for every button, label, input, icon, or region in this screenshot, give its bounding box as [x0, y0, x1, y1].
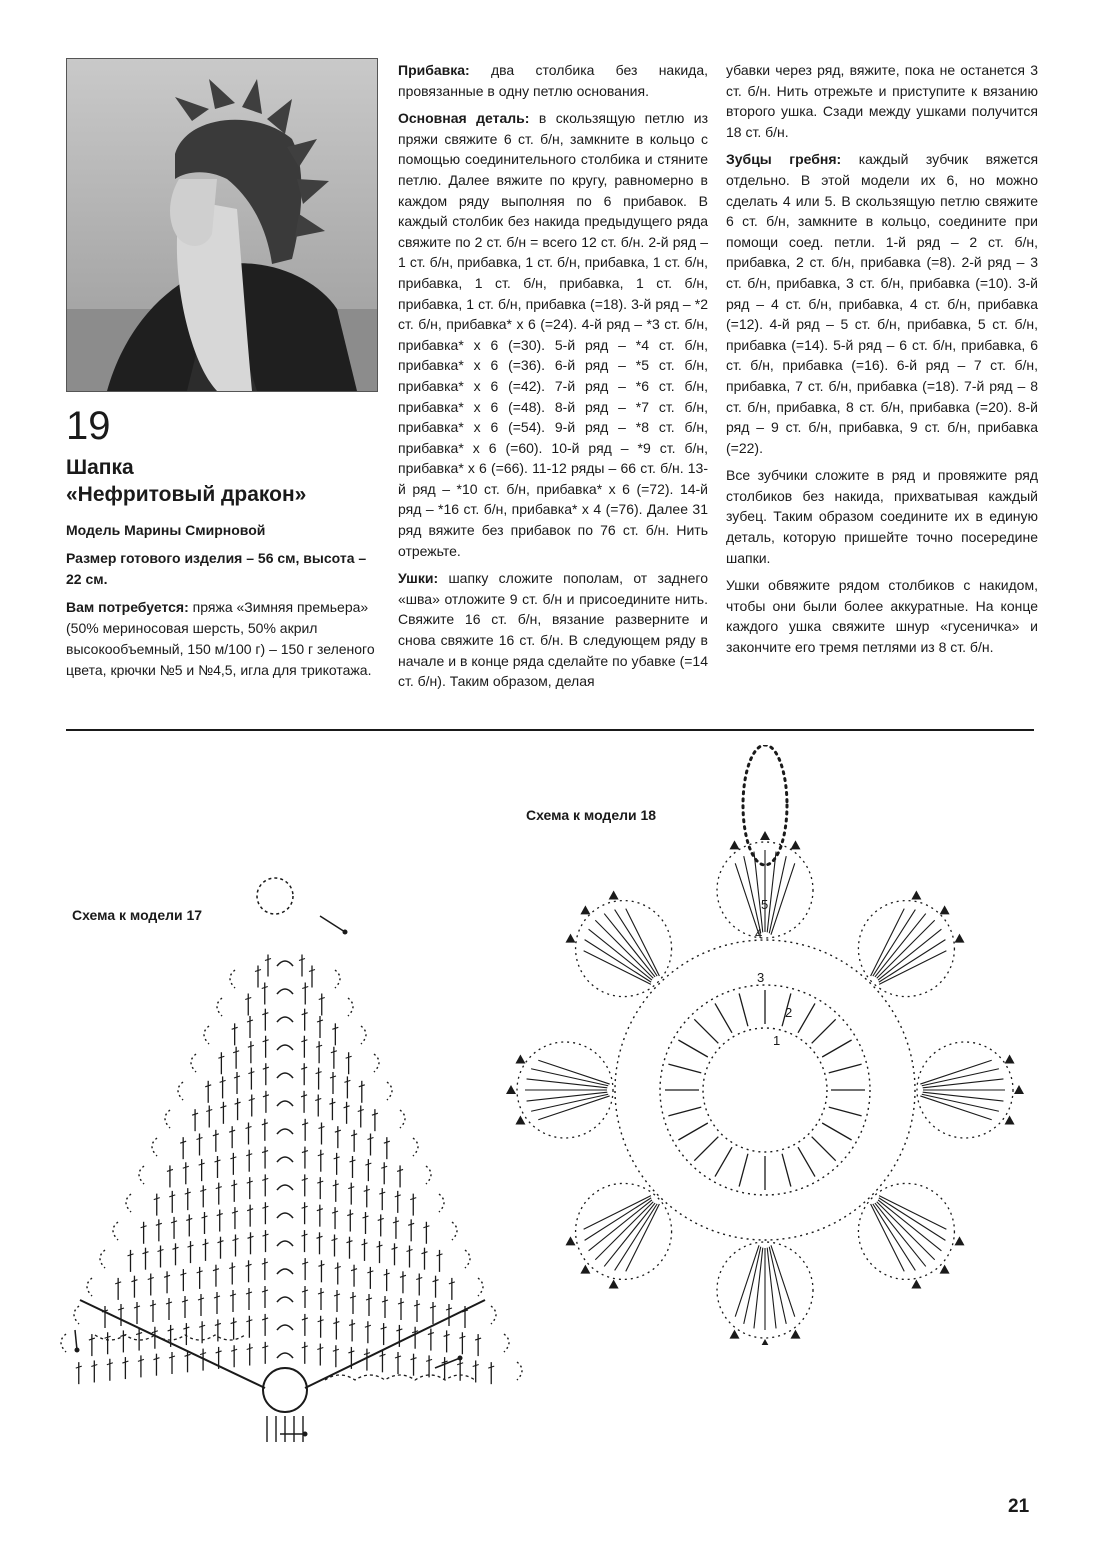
chain-arc [204, 1026, 209, 1044]
picot-symbol [580, 1265, 590, 1274]
stitch-symbol [812, 1137, 836, 1161]
instructions-column-2 [726, 60, 1038, 665]
stitch-symbol [678, 1040, 707, 1057]
chain-arc [465, 1250, 470, 1268]
stitch-symbol [715, 1147, 732, 1176]
center-arc [277, 1241, 293, 1246]
stitch-symbol [875, 914, 926, 977]
picot-symbol [940, 1265, 950, 1274]
chain-arc [439, 1194, 444, 1212]
row-number: 5 [761, 897, 769, 912]
stitch-symbol [771, 1245, 795, 1316]
stitch-symbol [694, 1019, 718, 1043]
teeth-label: Зубцы гребня: [726, 151, 842, 168]
row-number: 3 [757, 970, 765, 985]
center-arc [277, 1045, 293, 1050]
ears-label: Ушки: [398, 570, 439, 587]
chain-arc [165, 1110, 170, 1128]
picot-symbol [609, 1279, 619, 1288]
stitch-symbol [585, 1198, 652, 1241]
picot-symbol [1005, 1115, 1015, 1124]
arrow-head [343, 930, 348, 935]
stitch-symbol [595, 920, 653, 978]
increase-paragraph [398, 60, 708, 101]
stitch-symbol [715, 1003, 732, 1032]
picot-symbol [730, 840, 740, 849]
increase-text: два столбика без накида, провязанные в одну петлю основания. [398, 62, 709, 99]
chain-arc [191, 1054, 196, 1072]
hanging-loop [743, 745, 787, 865]
stitch-symbol [829, 1064, 862, 1073]
center-arc [277, 1185, 293, 1190]
picot-symbol [566, 1236, 576, 1245]
chain-arc [348, 998, 353, 1016]
picot-symbol [506, 1085, 516, 1094]
center-arc [277, 1297, 293, 1302]
stitch-symbol [678, 1123, 707, 1140]
picot-symbol [790, 840, 800, 849]
center-arc [277, 1325, 293, 1330]
chain-arc [413, 1138, 418, 1156]
chain-arc [113, 1222, 118, 1240]
row-number: 4 [755, 926, 763, 941]
chain-arc [74, 1306, 79, 1324]
stitch-symbol [879, 940, 946, 983]
picot-symbol [1014, 1085, 1024, 1094]
picot-symbol [911, 891, 921, 900]
arrow-head [75, 1348, 80, 1353]
stitch-symbol [920, 1096, 991, 1120]
main-part-paragraph [398, 108, 708, 561]
center-arc [277, 1017, 293, 1022]
picot-symbol [1005, 1055, 1015, 1064]
chain-arc [452, 1222, 457, 1240]
chart-edge [305, 1300, 485, 1388]
chain-arc [126, 1194, 131, 1212]
picot-symbol [730, 1330, 740, 1339]
ears-text-continued: убавки через ряд, вяжите, пока не останется 3 ст. б/н. Нить отрежьте и приступите к вязанию второго ушка. Сзади между ушками получится 18 ст. б/н. [726, 62, 1038, 140]
chain-arc [152, 1138, 157, 1156]
picot-symbol [911, 1279, 921, 1288]
magic-ring [263, 1368, 307, 1412]
stitch-symbol [812, 1019, 836, 1043]
main-part-text: в скользящую петлю из пряжи свяжите 6 ст. б/н, замкните в кольцо с помощью соединительного столбика и стяните петлю. Далее вяжите по кругу, равномерно в каждом ряду выполняя по 6 прибавок. В каждый столбик без накида предыдущего ряда свяжите по 2 ст. б/н = всего 12 ст. б/н. 2-й ряд – 1 ст. б/н, прибавка, 1 ст. б/н, прибавка, 1 ст. б/н, прибавка, 1 ст. б/н, прибавка, 1 ст. б/н, прибавка, 1 ст. б/н, прибавка (=18). 3-й ряд – *2 ст. б/н, прибавка* x 6 (=24). 4-й ряд – *3 ст. б/н, прибавка* x 6 (=30). 5-й ряд – *4 ст. б/н, прибавка* x 6 (=36). 6-й ряд – *5 ст. б/н, прибавка* x 6 (=42). 7-й ряд – *6 ст. б/н, прибавка* x 6 (=48). 8-й ряд – *7 ст. б/н, прибавка* x 6 (=54). 9-й ряд – *8 ст. б/н, прибавка* x 6 (=60). 10-й ряд – *9 ст. б/н, прибавка* x 6 (=66). 11-12 ряды – 66 ст. б/н. 13-й ряд – *10 ст. б/н, прибавка* x 6 (=72). 14-й ряд – *16 ст. б/н, прибавка* x 4 (=76). Далее 31 ряд вяжите без прибавок по 76 ст. б/н. Нить отрежьте. [398, 110, 709, 559]
teeth-text: каждый зубчик вяжется отдельно. В этой модели их 6, но можно сделать 4 или 5. В скользящую петлю свяжите 6 ст. б/н, замкните в кольцо, соедините при помощи соед. петли. 1-й ряд – 2 ст. б/н, прибавка, 2 ст. б/н, прибавка (=8). 2-й ряд – 3 ст. б/н, прибавка, 3 ст. б/н, прибавка (=10). 3-й ряд – 4 ст. б/н, прибавка, 4 ст. б/н, прибавка (=12). 4-й ряд – 5 ст. б/н, прибавка, 5 ст. б/н, прибавка (=14). 5-й ряд – 6 ст. б/н, прибавка, 6 ст. б/н, прибавка (=16). 6-й ряд – 7 ст. б/н, прибавка, 7 ст. б/н, прибавка (=18). 7-й ряд – 8 ст. б/н, прибавка, 8 ст. б/н, прибавка (=20). 8-й ряд – 9 ст. б/н, прибавка, 9 ст. б/н, прибавка (=22). [726, 151, 1039, 456]
stitch-symbol [589, 1200, 652, 1251]
stitch-symbol [873, 1204, 916, 1271]
arrow-head [458, 1356, 463, 1361]
picot-symbol [609, 891, 619, 900]
scheme-17-label: Схема к модели 17 [72, 907, 203, 923]
stitch-symbol [735, 863, 759, 934]
picot-symbol [954, 934, 964, 943]
center-arc [277, 989, 293, 994]
chain-arc [426, 1166, 431, 1184]
chain-arc [478, 1278, 483, 1296]
arrow-head [303, 1432, 308, 1437]
hat-photo [66, 58, 378, 392]
scheme-18-diagram [495, 745, 1035, 1345]
direction-arrow [320, 916, 345, 932]
center-arc [277, 961, 293, 966]
stitch-symbol [798, 1147, 815, 1176]
stitch-symbol [584, 951, 651, 985]
center-arc [277, 1129, 293, 1134]
stitch-symbol [920, 1060, 991, 1084]
pattern-info [66, 520, 376, 688]
stitch-symbol [615, 910, 658, 977]
stitch-symbol [739, 993, 748, 1026]
stitch-symbol [879, 951, 946, 985]
ears-text: шапку сложите пополам, от заднего «шва» отложите 9 ст. б/н и присоедините нить. Свяжите 16 ст. б/н, вязание разверните и снова свяжите 16 ст. б/н. В следующем ряду в начале и в конце ряда сделайте по убавке (=14 ст. б/н). Таким образом, делая [398, 570, 708, 690]
stitch-symbol [878, 929, 941, 980]
stitch-symbol [668, 1064, 701, 1073]
stitch-symbol [538, 1060, 609, 1084]
stitch-symbol [877, 920, 935, 978]
materials [66, 597, 376, 681]
ears-paragraph [398, 568, 708, 692]
stitch-symbol [604, 914, 655, 977]
center-arc [277, 1073, 293, 1078]
stitch-symbol [615, 1204, 658, 1271]
pattern-author: Модель Марины Смирновой [66, 522, 266, 538]
stitch-symbol [604, 1203, 655, 1266]
stitch-symbol [584, 1196, 651, 1230]
stitch-symbol [739, 1154, 748, 1187]
chain-arc [374, 1054, 379, 1072]
picot-symbol [954, 1236, 964, 1245]
chain-arc [230, 970, 235, 988]
stitch-symbol [875, 1203, 926, 1266]
finish-paragraph: Ушки обвяжите рядом столбиков с накидом, чтобы они были более аккуратные. На конце каждого ушка свяжите шнур «гусеничка» и закончите его тремя петлями из 8 ст. б/н. [726, 577, 1038, 656]
stitch-symbol [877, 1202, 935, 1260]
picot-symbol [940, 905, 950, 914]
stitch-symbol [595, 1202, 653, 1260]
row-number: 2 [785, 1005, 793, 1020]
picot-symbol [760, 831, 770, 840]
chain-arc [100, 1250, 105, 1268]
center-arc [277, 1269, 293, 1274]
center-arc [277, 1213, 293, 1218]
page-number: 21 [1008, 1496, 1030, 1517]
stitch-symbol [879, 1196, 946, 1230]
assembly-paragraph: Все зубчики сложите в ряд и провяжите ряд столбиков без накида, прихватывая каждый зубец. Таким образом соедините их в единую деталь, которую пришейте точно посередине шапки. [726, 467, 1038, 566]
finished-size: Размер готового изделия – 56 см, высота – 22 см. [66, 550, 367, 587]
chain-arc [61, 1334, 66, 1352]
stitch-symbol [694, 1137, 718, 1161]
chain-arc [387, 1082, 392, 1100]
stitch-symbol [822, 1123, 851, 1140]
stitch-symbol [798, 1003, 815, 1032]
title-line-2: «Нефритовый дракон» [66, 483, 307, 506]
stitch-symbol [771, 863, 795, 934]
stitch-symbol [585, 940, 652, 983]
pattern-title [66, 454, 366, 508]
picot-symbol [566, 934, 576, 943]
stitch-symbol [735, 1245, 759, 1316]
center-arc [277, 1353, 293, 1358]
chain-arc [400, 1110, 405, 1128]
title-line-1: Шапка [66, 456, 134, 479]
stitch-symbol [871, 909, 905, 976]
center-arc [277, 1101, 293, 1106]
stitch-symbol [589, 929, 652, 980]
stitch-symbol [668, 1107, 701, 1116]
stitch-symbol [878, 1200, 941, 1251]
row-number: 1 [773, 1033, 781, 1048]
chain-arc [139, 1166, 144, 1184]
direction-arrow [75, 1330, 77, 1350]
stitch-symbol [782, 1154, 791, 1187]
section-divider [66, 729, 1034, 731]
stitch-symbol [822, 1040, 851, 1057]
pattern-number: 19 [66, 404, 111, 448]
round-ring [703, 1028, 827, 1152]
scheme-18-label: Схема к модели 18 [526, 807, 657, 823]
center-arc [277, 1157, 293, 1162]
picot-symbol [790, 1330, 800, 1339]
picot-symbol [515, 1055, 525, 1064]
chain-arc [335, 970, 340, 988]
stitch-symbol [829, 1107, 862, 1116]
picot-symbol [760, 1339, 770, 1345]
chain-arc [517, 1362, 522, 1380]
direction-arrow [435, 1358, 460, 1368]
stitch-symbol [873, 910, 916, 977]
main-part-label: Основная деталь: [398, 110, 530, 127]
stitch-symbol [626, 909, 660, 976]
materials-label: Вам потребуется: [66, 599, 189, 615]
scallop-edge [325, 1375, 475, 1380]
picot-symbol [580, 905, 590, 914]
chain-arc [178, 1082, 183, 1100]
instructions-column-1 [398, 60, 708, 699]
stitch-symbol [871, 1204, 905, 1271]
chain-arc [217, 998, 222, 1016]
top-loop [257, 878, 293, 914]
chain-arc [87, 1278, 92, 1296]
increase-label: Прибавка: [398, 62, 470, 78]
stitch-symbol [538, 1096, 609, 1120]
materials-text: пряжа «Зимняя премьера» (50% мериносовая шерсть, 50% акрил высокообъемный, 150 м/100 г) – 150 г зеленого цвета, крючки №5 и №4,5, игла для трикотажа. [66, 599, 375, 678]
stitch-symbol [879, 1198, 946, 1241]
stitch-symbol [626, 1204, 660, 1271]
chain-arc [361, 1026, 366, 1044]
scheme-17-diagram [55, 870, 525, 1470]
picot-symbol [515, 1115, 525, 1124]
teeth-paragraph [726, 149, 1038, 458]
